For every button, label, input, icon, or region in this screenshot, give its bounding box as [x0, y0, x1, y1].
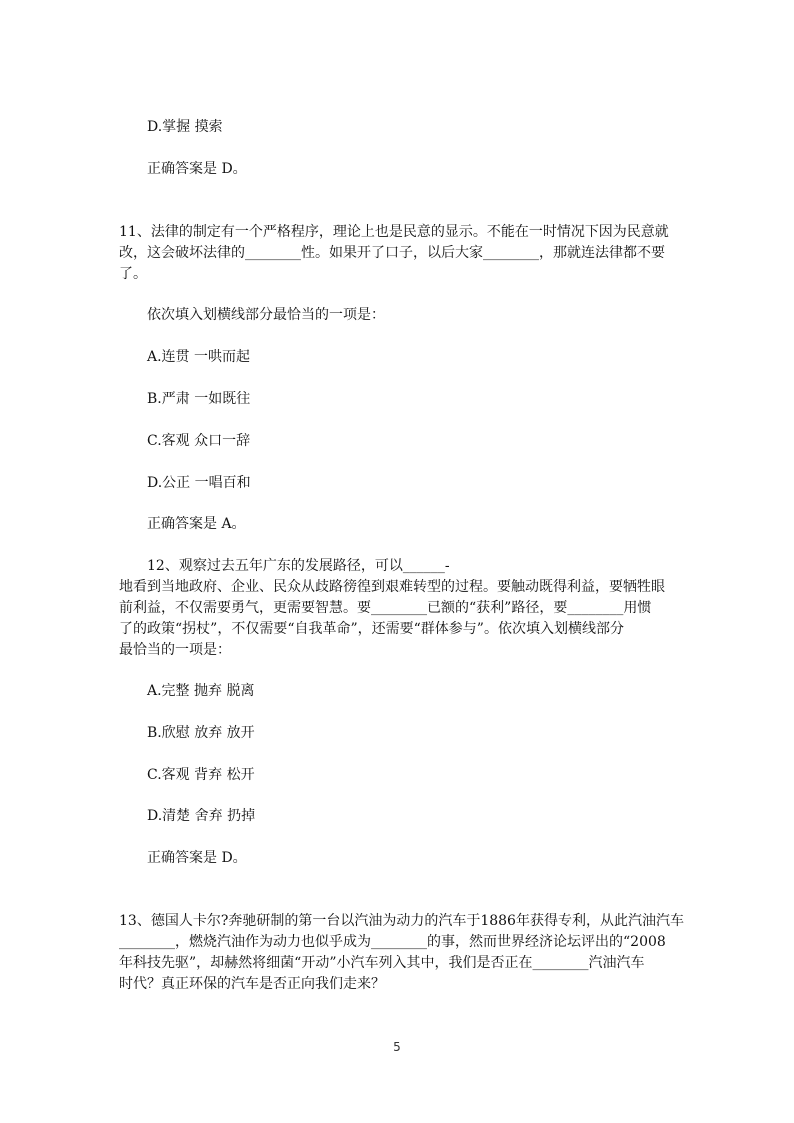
q13-stem-line-4: 时代？真正环保的汽车是否正向我们走来？	[119, 976, 385, 992]
q12-stem-line-4: 了的政策“拐杖”，不仅需要“自我革命”，还需要“群体参与”。依次填入划横线部分	[119, 621, 624, 637]
q13-stem-line-2: ________，燃烧汽油作为动力也似乎成为________的事，然而世界经济论坛评出的“2008	[119, 934, 666, 950]
q12-stem-line-5: 最恰当的一项是：	[119, 642, 231, 658]
q12-option-b: B.欣慰 放弃 放开	[147, 725, 255, 741]
q11-option-a: A.连贯 一哄而起	[147, 349, 251, 365]
q12-option-d: D.清楚 舍弃 扔掉	[147, 808, 256, 824]
q12-stem-line-1: 12、观察过去五年广东的发展路径，可以______-	[147, 558, 450, 574]
q13-stem-line-3: 年科技先驱”，却赫然将细菌“开动”小汽车列入其中，我们是否正在________汽油汽车	[119, 955, 645, 971]
q12-stem-line-3: 前利益，不仅需要勇气，更需要智慧。要________已额的“获利”路径，要________用惯	[119, 600, 652, 616]
q11-stem-line-1: 11、法律的制定有一个严格程序，理论上也是民意的显示。不能在一时情况下因为民意就	[119, 224, 669, 240]
q12-option-a: A.完整 抛弃 脱离	[147, 683, 255, 699]
q13-stem-line-1: 13、德国人卡尔?奔驰研制的第一台以汽油为动力的汽车于1886年获得专利，从此汽油汽车	[119, 913, 684, 929]
q12-answer: 正确答案是 D。	[147, 850, 247, 866]
q11-option-c: C.客观 众口一辞	[147, 433, 251, 449]
page-number: 5	[393, 1040, 401, 1054]
q11-stem-line-3: 了。	[119, 266, 147, 282]
q11-option-b: B.严肃 一如既往	[147, 391, 251, 407]
q10-option-d: D.掌握 摸索	[147, 119, 223, 135]
q11-option-d: D.公正 一唱百和	[147, 475, 251, 491]
q12-stem-line-2: 地看到当地政府、企业、民众从歧路徬徨到艰难转型的过程。要触动既得利益，要牺牲眼	[119, 579, 665, 595]
q10-answer: 正确答案是 D。	[147, 161, 247, 177]
q11-stem-line-2: 改，这会破坏法律的________性。如果开了口子，以后大家________，那就连法律都不要	[119, 245, 665, 261]
q12-option-c: C.客观 背弃 松开	[147, 767, 255, 783]
q11-instruction: 依次填入划横线部分最恰当的一项是：	[147, 307, 385, 323]
q11-answer: 正确答案是 A。	[147, 516, 246, 532]
